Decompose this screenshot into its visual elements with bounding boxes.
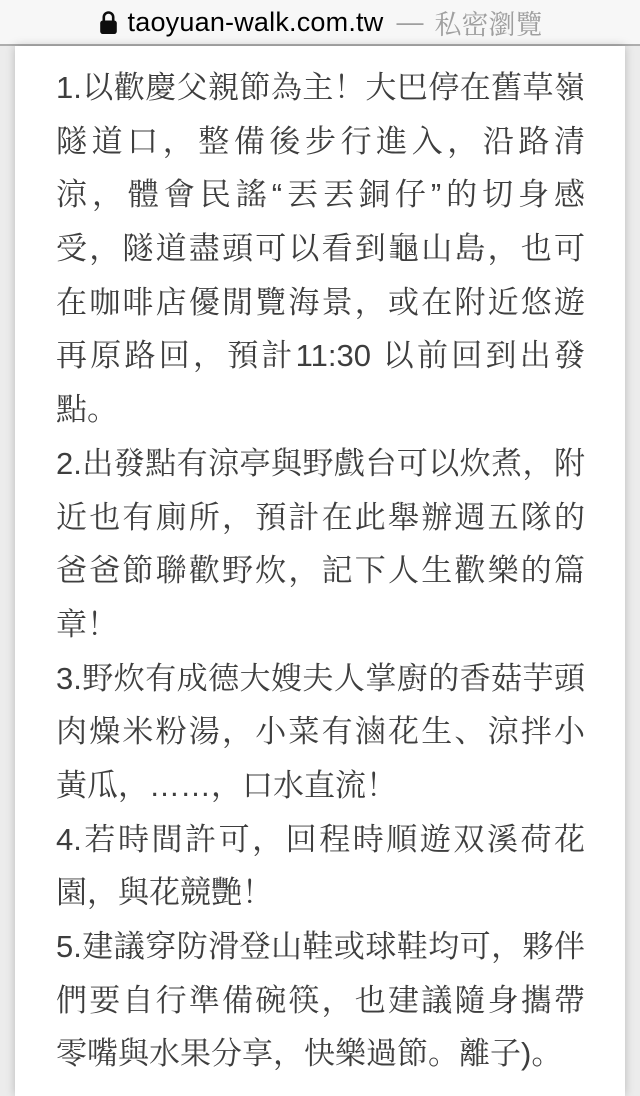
paragraph bbox=[56, 652, 585, 813]
url-text: taoyuan-walk.com.tw bbox=[127, 6, 384, 37]
browser-address-bar[interactable] bbox=[0, 0, 640, 46]
lock-icon bbox=[98, 9, 119, 37]
text-line: 點。 bbox=[56, 392, 118, 428]
text-line: 們要自行準備碗筷，也建議隨身攜帶 bbox=[56, 982, 585, 1018]
text-line: 4.若時間許可，回程時順遊双溪荷花 bbox=[56, 821, 585, 857]
webpage-content bbox=[15, 46, 625, 1096]
private-browsing-label: 私密瀏覽 bbox=[434, 9, 543, 40]
text-line: 在咖啡店優閒覽海景，或在附近悠遊 bbox=[56, 284, 585, 320]
text-line: 近也有廁所，預計在此舉辦週五隊的 bbox=[56, 499, 585, 535]
text-line: 涼，體會民謠“丟丟銅仔”的切身感 bbox=[56, 177, 585, 213]
article bbox=[15, 46, 625, 1081]
text-line: 黃瓜，……，口水直流！ bbox=[56, 767, 397, 803]
paragraph bbox=[56, 437, 585, 652]
text-line: 爸爸節聯歡野炊，記下人生歡樂的篇 bbox=[56, 553, 585, 589]
text-line: 1.以歡慶父親節為主！大巴停在舊草嶺 bbox=[56, 70, 585, 105]
text-line: 園，與花競艷！ bbox=[56, 875, 273, 911]
url-mode-separator: — bbox=[396, 6, 424, 37]
text-line: 受，隧道盡頭可以看到龜山島，也可 bbox=[56, 231, 585, 267]
paragraph bbox=[56, 61, 585, 437]
text-line: 5.建議穿防滑登山鞋或球鞋均可，夥伴 bbox=[56, 929, 585, 964]
text-line: 再原路回，預計11:30 以前回到出發 bbox=[56, 338, 585, 374]
text-line: 章！ bbox=[56, 606, 118, 642]
paragraph bbox=[56, 813, 585, 920]
text-line: 肉燥米粉湯，小菜有滷花生、涼拌小 bbox=[56, 714, 585, 750]
paragraph bbox=[56, 920, 585, 1081]
text-line: 隧道口，整備後步行進入，沿路清 bbox=[56, 123, 585, 159]
text-line: 2.出發點有涼亭與野戲台可以炊煮，附 bbox=[56, 445, 585, 481]
text-line: 零嘴與水果分享，快樂過節。離子)。 bbox=[56, 1036, 563, 1072]
text-line: 3.野炊有成德大嫂夫人掌廚的香菇芋頭 bbox=[56, 660, 585, 696]
